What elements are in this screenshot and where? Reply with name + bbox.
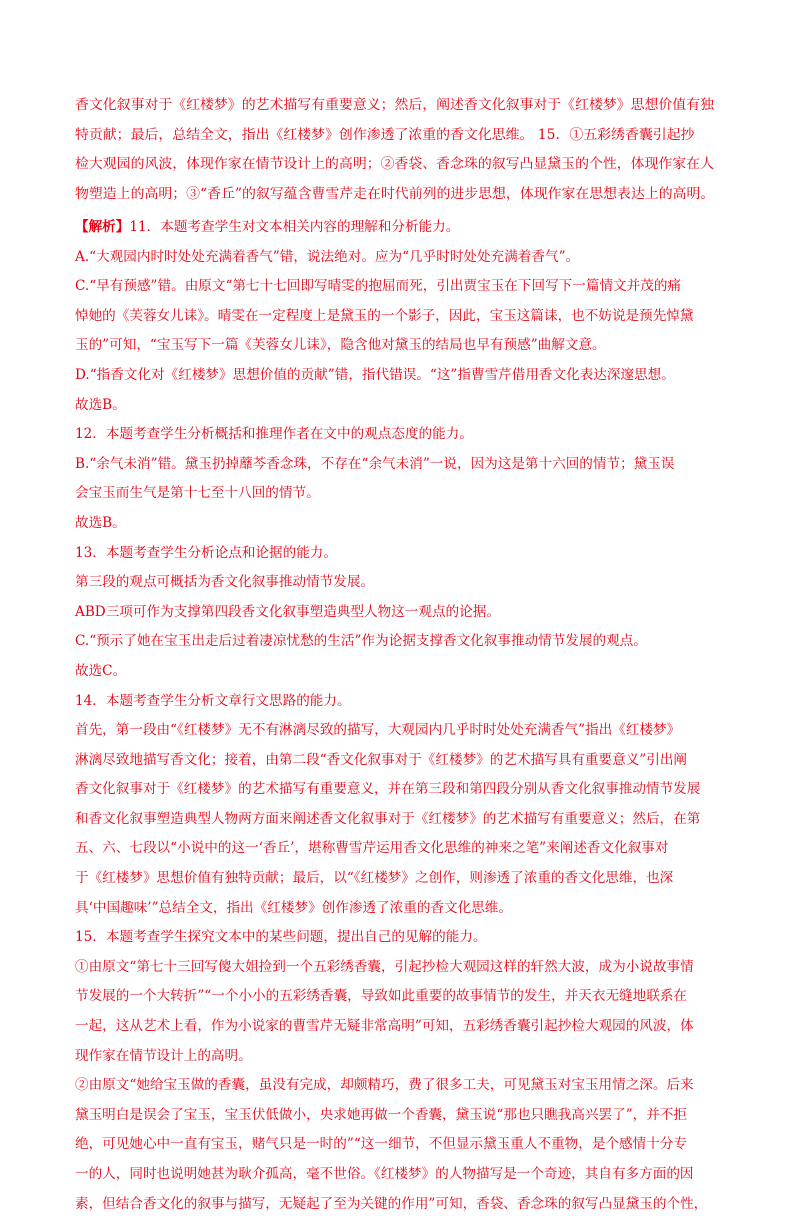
analysis-line: 故选B。 — [75, 514, 126, 531]
analysis-line: A.“大观园内时时处处充满着香气”错，说法绝对。应为“几乎时时处处充满着香气”。 — [75, 248, 580, 265]
analysis-line: 15．本题考查学生探究文本中的某些问题，提出自己的见解的能力。 — [75, 929, 487, 946]
analysis-line: 和香文化叙事塑造典型人物两方面来阐述香文化叙事对于《红楼梦》的艺术描写有重要意义；然后，在第 — [75, 810, 701, 827]
analysis-line: 一的人，同时也说明她甚为耿介孤高，毫不世俗。《红楼梦》的人物描写是一个奇迹，其自有多方面的因 — [75, 1166, 694, 1182]
analysis-line: C.“早有预感”错。由原文“第七十七回即写晴雯的抱屈而死，引出贾宝玉在下回写下一篇情文并茂的痛 — [75, 278, 682, 295]
analysis-line: 香文化叙事对于《红楼梦》的艺术描写有重要意义，并在第三段和第四段分别从香文化叙事推动情节发展 — [75, 781, 701, 798]
analysis-line: 节发展的一个大转折”“一个小小的五彩绣香囊，导致如此重要的故事情节的发生，并天衣无缝地联系在 — [75, 988, 688, 1005]
analysis-line: B.“余气未消”错。黛玉扔掉蘼芩香念珠，不存在“余气未消”一说，因为这是第十六回的情节；黛玉误 — [75, 455, 675, 472]
analysis-line: 12．本题考查学生分析概括和推理作者在文中的观点态度的能力。 — [75, 426, 473, 443]
analysis-line: 淋漓尽致地描写香文化；接着，由第二段“香文化叙事对于《红楼梦》的艺术描写具有重要意义”引出阐 — [75, 751, 688, 768]
analysis-line: 绝，可见她心中一直有宝玉，赌气只是一时的”“这一细节，不但显示黛玉重人不重物，是个感情十分专 — [75, 1136, 688, 1153]
analysis-line: 首先，第一段由“《红楼梦》无不有淋漓尽致的描写，大观园内几乎时时处处充满香气”指出《红楼梦》 — [75, 722, 681, 739]
analysis-line: ②由原文“她给宝玉做的香囊，虽没有完成，却颇精巧，费了很多工夫，可见黛玉对宝玉用情之深。后来 — [75, 1077, 694, 1094]
analysis-line: 黛玉明白是误会了宝玉，宝玉伏低做小，央求她再做一个香囊，黛玉说“那也只瞧我高兴罢了”，并不拒 — [75, 1106, 688, 1123]
analysis-line: 素，但结合香文化的叙事与描写，无疑起了至为关键的作用”可知，香袋、香念珠的叙写凸显黛玉的个性， — [75, 1195, 708, 1212]
answer-block — [75, 91, 730, 209]
answer-line: 特贡献；最后，总结全文，指出《红楼梦》创作渗透了浓重的香文化思维。 15．①五彩绣香囊引起抄 — [75, 126, 695, 143]
analysis-label: 【解析】 — [75, 219, 130, 235]
analysis-line: ①由原文“第七十三回写傻大姐捡到一个五彩绣香囊，引起抄检大观园这样的轩然大波，成为小说故事情 — [75, 958, 694, 975]
analysis-line: 一起，这从艺术上看，作为小说家的曹雪芹无疑非常高明”可知，五彩绣香囊引起抄检大观园的风波，体 — [75, 1018, 694, 1035]
answer-line: 物塑造上的高明；③“香丘”的叙写蕴含曹雪芹走在时代前列的进步思想，体现作家在思想表达上的高明。 — [75, 185, 715, 202]
answer-line: 检大观园的风波，体现作家在情节设计上的高明；②香袋、香念珠的叙写凸显黛玉的个性，体现作家在人 — [75, 156, 714, 172]
analysis-first-line-text: 11．本题考查学生对文本相关内容的理解和分析能力。 — [129, 219, 460, 235]
analysis-line: 于《红楼梦》思想价值有独特贡献；最后，以“《红楼梦》之创作，则渗透了浓重的香文化思维，也深 — [75, 870, 674, 887]
analysis-line: 第三段的观点可概括为香文化叙事推动情节发展。 — [75, 574, 375, 591]
analysis-line: 故选B。 — [75, 396, 126, 413]
answer-line: 香文化叙事对于《红楼梦》的艺术描写有重要意义；然后，阐述香文化叙事对于《红楼梦》思想价值有独 — [75, 97, 714, 113]
analysis-line: 会宝玉而生气是第十七至十八回的情节。 — [75, 485, 320, 502]
analysis-first-line — [75, 213, 730, 243]
analysis-line: ABD三项可作为支撑第四段香文化叙事塑造典型人物这一观点的论据。 — [75, 603, 500, 620]
analysis-line: 13．本题考查学生分析论点和论据的能力。 — [75, 544, 337, 561]
analysis-line: D.“指香文化对《红楼梦》思想价值的贡献”错，指代错误。“这”指曹雪芹借用香文化表达深邃思想。 — [75, 366, 675, 383]
analysis-line: 14．本题考查学生分析文章行文思路的能力。 — [75, 692, 351, 709]
analysis-line: 现作家在情节设计上的高明。 — [75, 1047, 252, 1064]
analysis-line: 具‘中国趣味’”总结全文，指出《红楼梦》创作渗透了浓重的香文化思维。 — [75, 899, 512, 916]
analysis-line: 悼她的《芙蓉女儿诔》。晴雯在一定程度上是黛玉的一个影子，因此，宝玉这篇诔，也不妨说是预先悼黛 — [75, 307, 694, 324]
analysis-line: 五、六、七段以“小说中的这一‘香丘’，堪称曹雪芹运用香文化思维的神来之笔”来阐述香文化叙事对 — [75, 840, 669, 857]
analysis-line: C.“预示了她在宝玉出走后过着凄凉忧愁的生活”作为论据支撑香文化叙事推动情节发展的观点。 — [75, 633, 647, 650]
analysis-block — [75, 213, 730, 1219]
analysis-line: 故选C。 — [75, 662, 127, 679]
analysis-line: 玉的”可知，“宝玉写下一篇《芙蓉女儿诔》，隐含他对黛玉的结局也早有预感”曲解文意。 — [75, 337, 606, 354]
